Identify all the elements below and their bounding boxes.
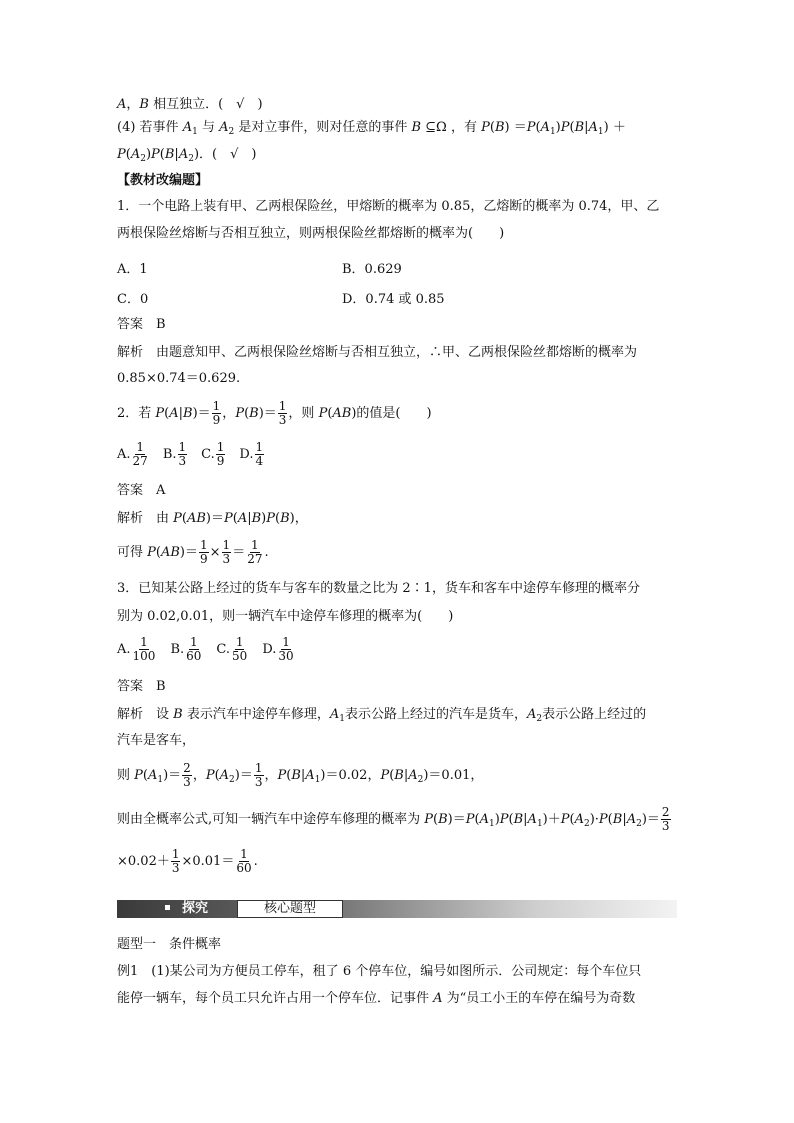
q3-text: 3．已知某公路上经过的货车与客车的数量之比为 2∶1，货车和客车中途停车修理的概率分 <box>117 581 640 596</box>
q3-total-result: ×0.02＋ $\frac{1}{3}$ ×0.01＝ $\frac{1}{60}$ . <box>117 847 258 875</box>
q2-text: 2．若 P(A|B)＝ $\frac{1}{9}$ ，P(B)＝ $\frac{1}{3}$ ，则 P(AB)的值是( ) <box>117 399 432 427</box>
q3-options: A. $\frac{1}{100}$ B. $\frac{1}{60}$ C. $\frac{1}{50}$ D. $\frac{1}{30}$ <box>117 635 294 663</box>
q2-analysis-result: 可得 P(AB)＝ $\frac{1}{9}$ × $\frac{1}{3}$ ＝ $\frac{1}{27}$ . <box>117 538 269 566</box>
q1-text: 1．一个电路上装有甲、乙两根保险丝，甲熔断的概率为 0.85，乙熔断的概率为 0.74，甲、乙 <box>117 199 660 214</box>
line-independence: A，B 相互独立．( √ ) <box>117 97 263 112</box>
square-bullet-icon <box>165 905 170 910</box>
topic-heading: 题型一 条件概率 <box>117 937 222 952</box>
banner-tag: 探究 <box>121 900 237 918</box>
q3-text-cont: 别为 0.02,0.01，则一辆汽车中途停车修理的概率为( ) <box>117 609 454 624</box>
q1-analysis: 解析 由题意知甲、乙两根保险丝熔断与否相互独立，∴甲、乙两根保险丝都熔断的概率为 <box>117 345 638 360</box>
section-label: 【教材改编题】 <box>117 173 209 188</box>
q1-option-a: A．1 <box>117 262 148 277</box>
q1-analysis-cont: 0.85×0.74＝0.629. <box>117 371 241 386</box>
example-text: 例1 (1)某公司为方便员工停车，租了 6 个停车位，编号如图所示．公司规定：每个车位只 <box>117 964 642 979</box>
q2-answer: 答案 A <box>117 483 166 498</box>
q1-option-d: D．0.74 或 0.85 <box>342 292 445 307</box>
q3-answer: 答案 B <box>117 679 166 694</box>
example-text-cont: 能停一辆车，每个员工只允许占用一个停车位．记事件 A 为“员工小王的车停在编号为奇数 <box>117 991 636 1006</box>
q2-options: A. $\frac{1}{27}$ B. $\frac{1}{3}$ C. $\frac{1}{9}$ D. $\frac{1}{4}$ <box>117 440 264 468</box>
line-item-4-cont: $P(A_2)P(B|A_2)$．( √ ) <box>117 147 257 164</box>
q1-option-c: C．0 <box>117 292 149 307</box>
q3-analysis-cont: 汽车是客车， <box>117 733 196 748</box>
banner-title: 核心题型 <box>237 900 343 918</box>
q3-total-probability: 则由全概率公式,可知一辆汽车中途停车修理的概率为 $P(B)=P(A_1)P(B|A_1)+P(A_2)\cdot P(B|A_2)=$ $\frac{2}{3}$ <box>117 805 670 833</box>
q1-option-b: B．0.629 <box>342 262 402 277</box>
q1-answer: 答案 B <box>117 317 166 332</box>
q3-probabilities: 则 $P(A_1)=$ $\frac{2}{3}$ ，$P(A_2)=$ $\frac{1}{3}$ ，$P(B|A_1)=0.02$，$P(B|A_2)=0.01$， <box>117 761 484 789</box>
q2-analysis: 解析 由 P(AB)＝P(A|B)P(B)， <box>117 511 308 526</box>
section-banner <box>117 900 677 918</box>
line-item-4: (4) 若事件 $A_1$ 与 $A_2$ 是对立事件，则对任意的事件 B ⊆Ω ，有 $P(B) =P(A_1)P(B|A_1)$ ＋ <box>117 120 626 137</box>
q3-analysis: 解析 设 B 表示汽车中途停车修理，$A_1$表示公路上经过的汽车是货车，$A_2$表示公路上经过的 <box>117 707 647 724</box>
q1-text-cont: 两根保险丝熔断与否相互独立，则两根保险丝都熔断的概率为( ) <box>117 226 505 241</box>
